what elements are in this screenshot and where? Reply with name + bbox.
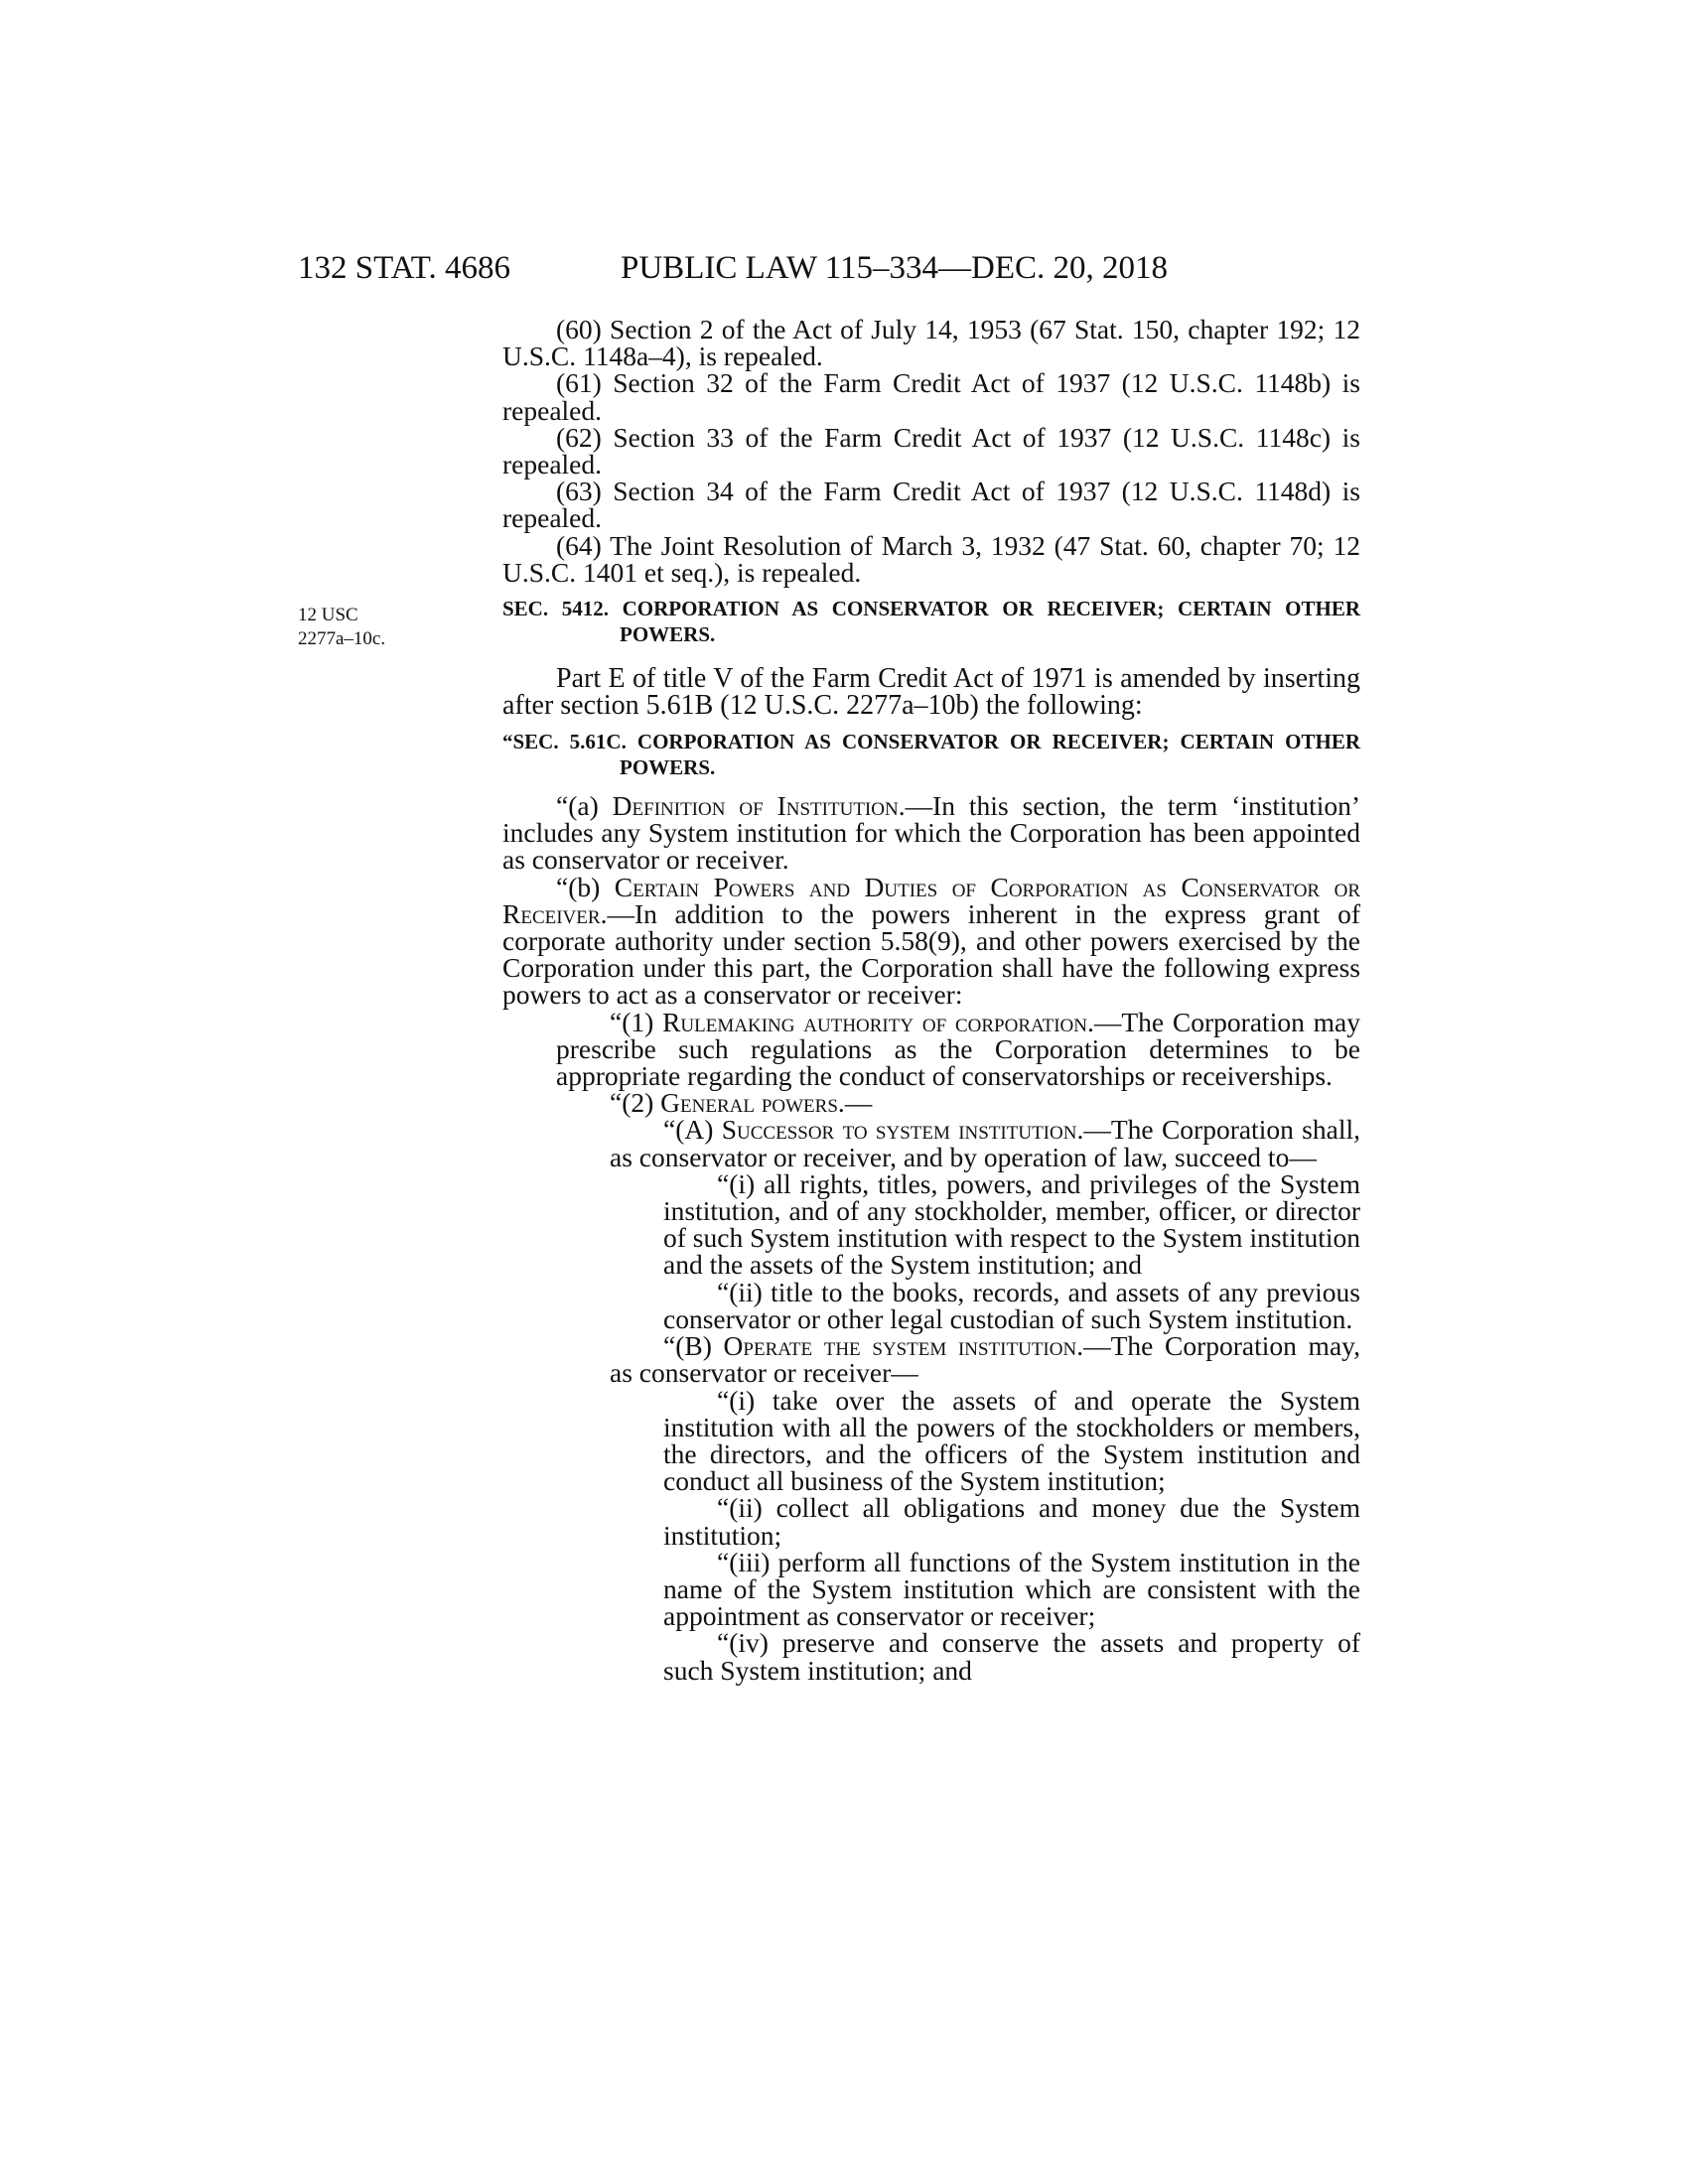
stat-citation: 132 STAT. 4686 [298,250,511,286]
subsection-b-text: .—In addition to the powers inherent in the express grant of corporate authority under section 5.58(9), and other powers exercised by the Corporation under this part, the Corporation shall have the following express powers to act as a conservator or receiver: [502,897,1360,1011]
subparagraph-A-open: “(A) [663,1114,722,1146]
paragraph-60: (60) Section 2 of the Act of July 14, 1953 (67 Stat. 150, chapter 192; 12 U.S.C. 1148a–4), is repealed. [502,314,1360,372]
clause-B-iv: “(iv) preserve and conserve the assets and property of such System institution; and [663,1627,1360,1686]
clause-B-ii: “(ii) collect all obligations and money due the System institution; [663,1492,1360,1551]
paragraph-b1-open: “(1) [610,1006,663,1037]
subsection-b-open: “(b) [556,871,615,902]
paragraph-62: (62) Section 33 of the Farm Credit Act of 1937 (12 U.S.C. 1148c) is repealed. [502,421,1360,480]
page-header [298,246,1360,290]
subparagraph-B [502,1330,1360,1389]
paragraph-b2-heading: General powers [660,1087,838,1119]
margin-note-line: 12 USC [298,605,358,625]
paragraph-b1 [502,1006,1360,1092]
subsection-a [502,792,1360,874]
paragraph-b2 [502,1087,1360,1119]
paragraph-b2-open: “(2) [610,1087,661,1119]
margin-note-line: 2277a–10c. [298,628,386,649]
section-heading-561c: “SEC. 5.61C. CORPORATION AS CONSERVATOR OR RECEIVER; CERTAIN OTHER POWERS. [502,730,1360,780]
paragraph-63: (63) Section 34 of the Farm Credit Act of 1937 (12 U.S.C. 1148d) is repealed. [502,476,1360,534]
subparagraph-A [502,1114,1360,1172]
subsection-a-text: .—In this section, the term ‘institution’ includes any System institution for which the Corporation has been appointed as conservator or receiver. [502,790,1361,876]
margin-note [298,604,496,651]
paragraph-b2-text: .— [837,1087,873,1119]
subparagraph-B-text: .—The Corporation may, as conservator or receiver— [610,1330,1360,1389]
subsection-b [502,871,1360,1011]
amendment-intro: Part E of title V of the Farm Credit Act of 1971 is amended by inserting after section 5.61B (12 U.S.C. 2277a–10b) the following: [502,663,1360,722]
section-heading-5412: SEC. 5412. CORPORATION AS CONSERVATOR OR RECEIVER; CERTAIN OTHER POWERS. [502,597,1360,647]
paragraph-b1-heading: Rulemaking authority of corporation [662,1006,1087,1037]
law-title: PUBLIC LAW 115–334—DEC. 20, 2018 [621,250,1169,286]
subsection-b-heading: Certain Powers and Duties of Corporation as Conservator or Receiver [502,871,1360,929]
paragraph-b1-text: .—The Corporation may prescribe such regulations as the Corporation determines to be appropriate regarding the conduct of conservatorships or receiverships. [556,1006,1360,1092]
main-text [502,316,1360,1684]
clause-B-i: “(i) take over the assets of and operate the System institution with all the powers of the stockholders or members, the directors, and the officers of the System institution and conduct all business of the System institution; [663,1384,1360,1497]
clause-B-iii: “(iii) perform all functions of the System institution in the name of the System institution which are consistent with the appointment as conservator or receiver; [663,1546,1360,1632]
subparagraph-B-heading: Operate the system institution [723,1330,1077,1362]
subsection-a-heading: Definition of Institution [612,790,899,822]
paragraph-64: (64) The Joint Resolution of March 3, 1932 (47 Stat. 60, chapter 70; 12 U.S.C. 1401 et seq.), is repealed. [502,529,1360,588]
paragraph-61: (61) Section 32 of the Farm Credit Act of 1937 (12 U.S.C. 1148b) is repealed. [502,367,1360,426]
subparagraph-B-open: “(B) [663,1330,724,1362]
clause-A-ii: “(ii) title to the books, records, and assets of any previous conservator or other legal custodian of such System institution. [663,1276,1360,1334]
subparagraph-A-heading: Successor to system institution [721,1114,1077,1146]
subparagraph-A-text: .—The Corporation shall, as conservator or receiver, and by operation of law, succeed to— [610,1114,1360,1172]
clause-A-i: “(i) all rights, titles, powers, and privileges of the System institution, and of any stockholder, member, officer, or director of such System institution with respect to the System institution and the assets of the System institution; and [663,1167,1360,1281]
subsection-a-open: “(a) [556,790,613,822]
